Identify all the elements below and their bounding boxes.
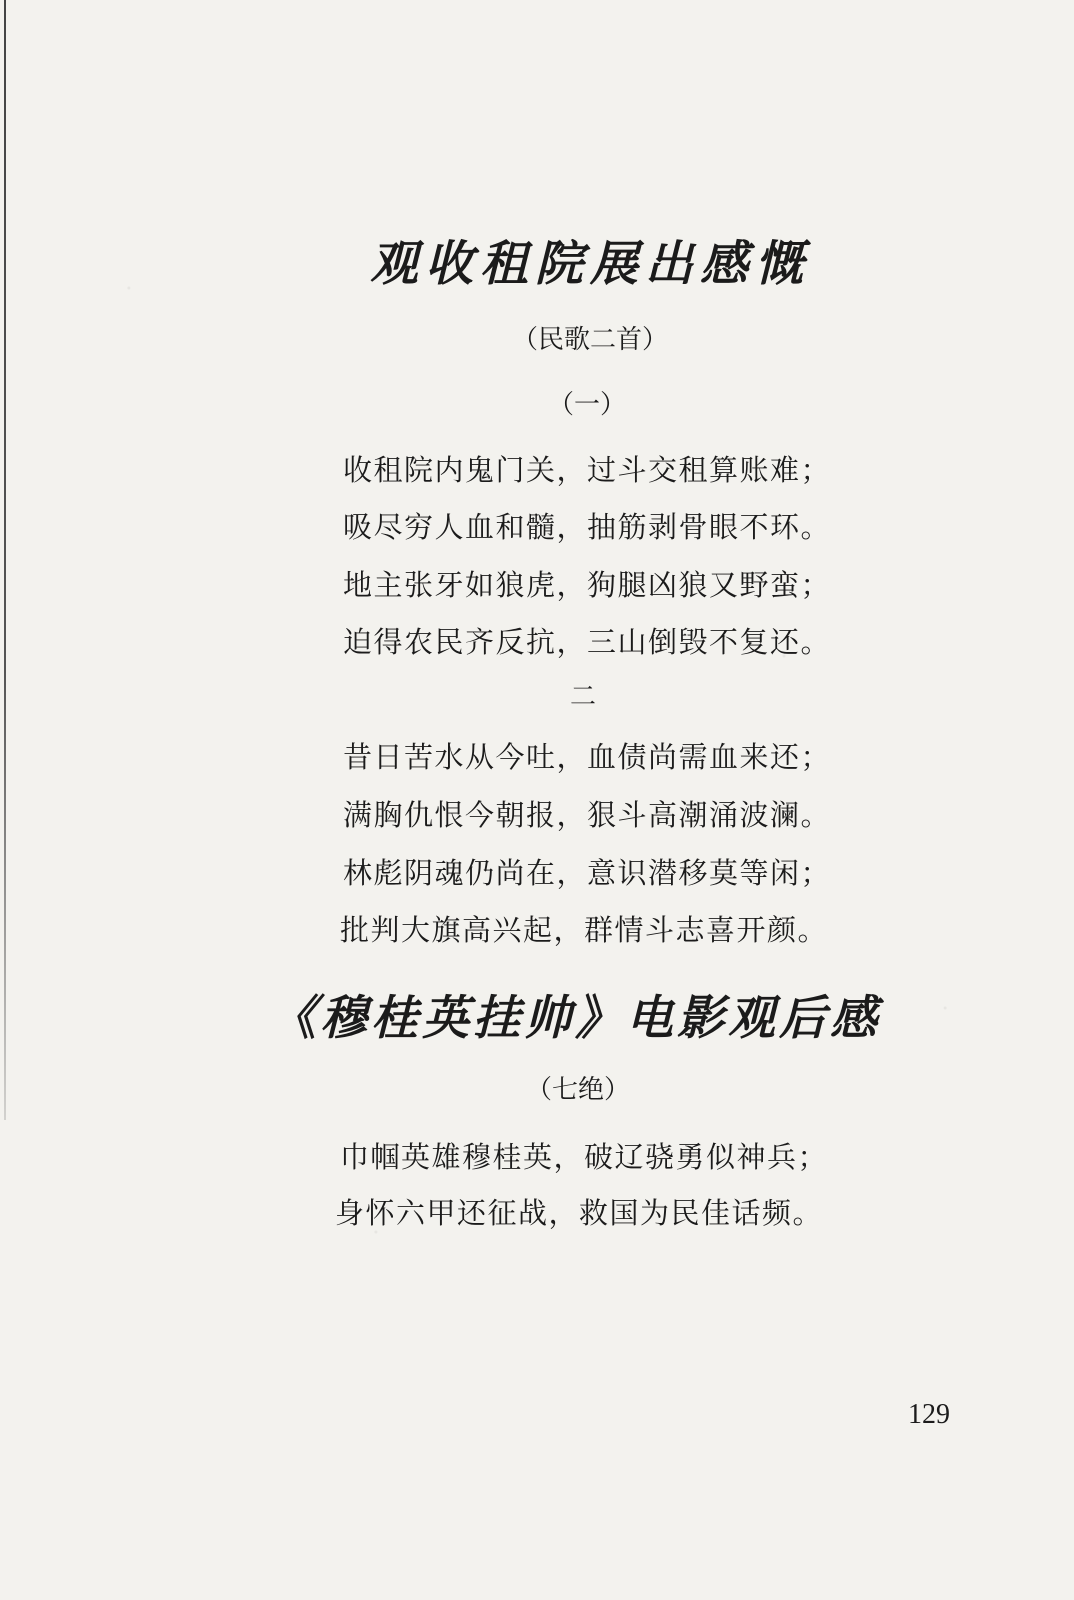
- poem-line: 收租院内鬼门关，过斗交租算账难；: [343, 453, 832, 487]
- page-number: 129: [908, 1399, 950, 1430]
- poem-line: 巾帼英雄穆桂英，破辽骁勇似神兵；: [340, 1140, 829, 1174]
- poem1-section-2-label: 二: [569, 682, 596, 712]
- poem-line: 林彪阴魂仍尚在，意识潜移莫等闲；: [343, 856, 832, 890]
- poem1-section-1-label: （一）: [547, 390, 626, 420]
- poem-line: 地主张牙如狼虎，狗腿凶狼又野蛮；: [343, 568, 832, 602]
- poem-line: 迫得农民齐反抗，三山倒毁不复还。: [343, 625, 832, 659]
- poem-line: 吸尽穷人血和髓，抽筋剥骨眼不环。: [343, 510, 832, 544]
- poem1-subtitle: （民歌二首）: [511, 325, 668, 355]
- scan-edge-line: [4, 0, 6, 1120]
- poem2-title: 《穆桂英挂帅》电影观后感: [269, 991, 881, 1046]
- poem-line: 批判大旗高兴起，群情斗志喜开颜。: [340, 913, 829, 947]
- poem-line: 身怀六甲还征战，救国为民佳话频。: [335, 1196, 824, 1230]
- poem2-subtitle: （七绝）: [525, 1075, 630, 1105]
- poem-line: 昔日苦水从今吐，血债尚需血来还；: [343, 740, 832, 774]
- poem-line: 满胸仇恨今朝报，狠斗高潮涌波澜。: [343, 798, 832, 832]
- poem1-title: 观收租院展出感慨: [369, 236, 810, 292]
